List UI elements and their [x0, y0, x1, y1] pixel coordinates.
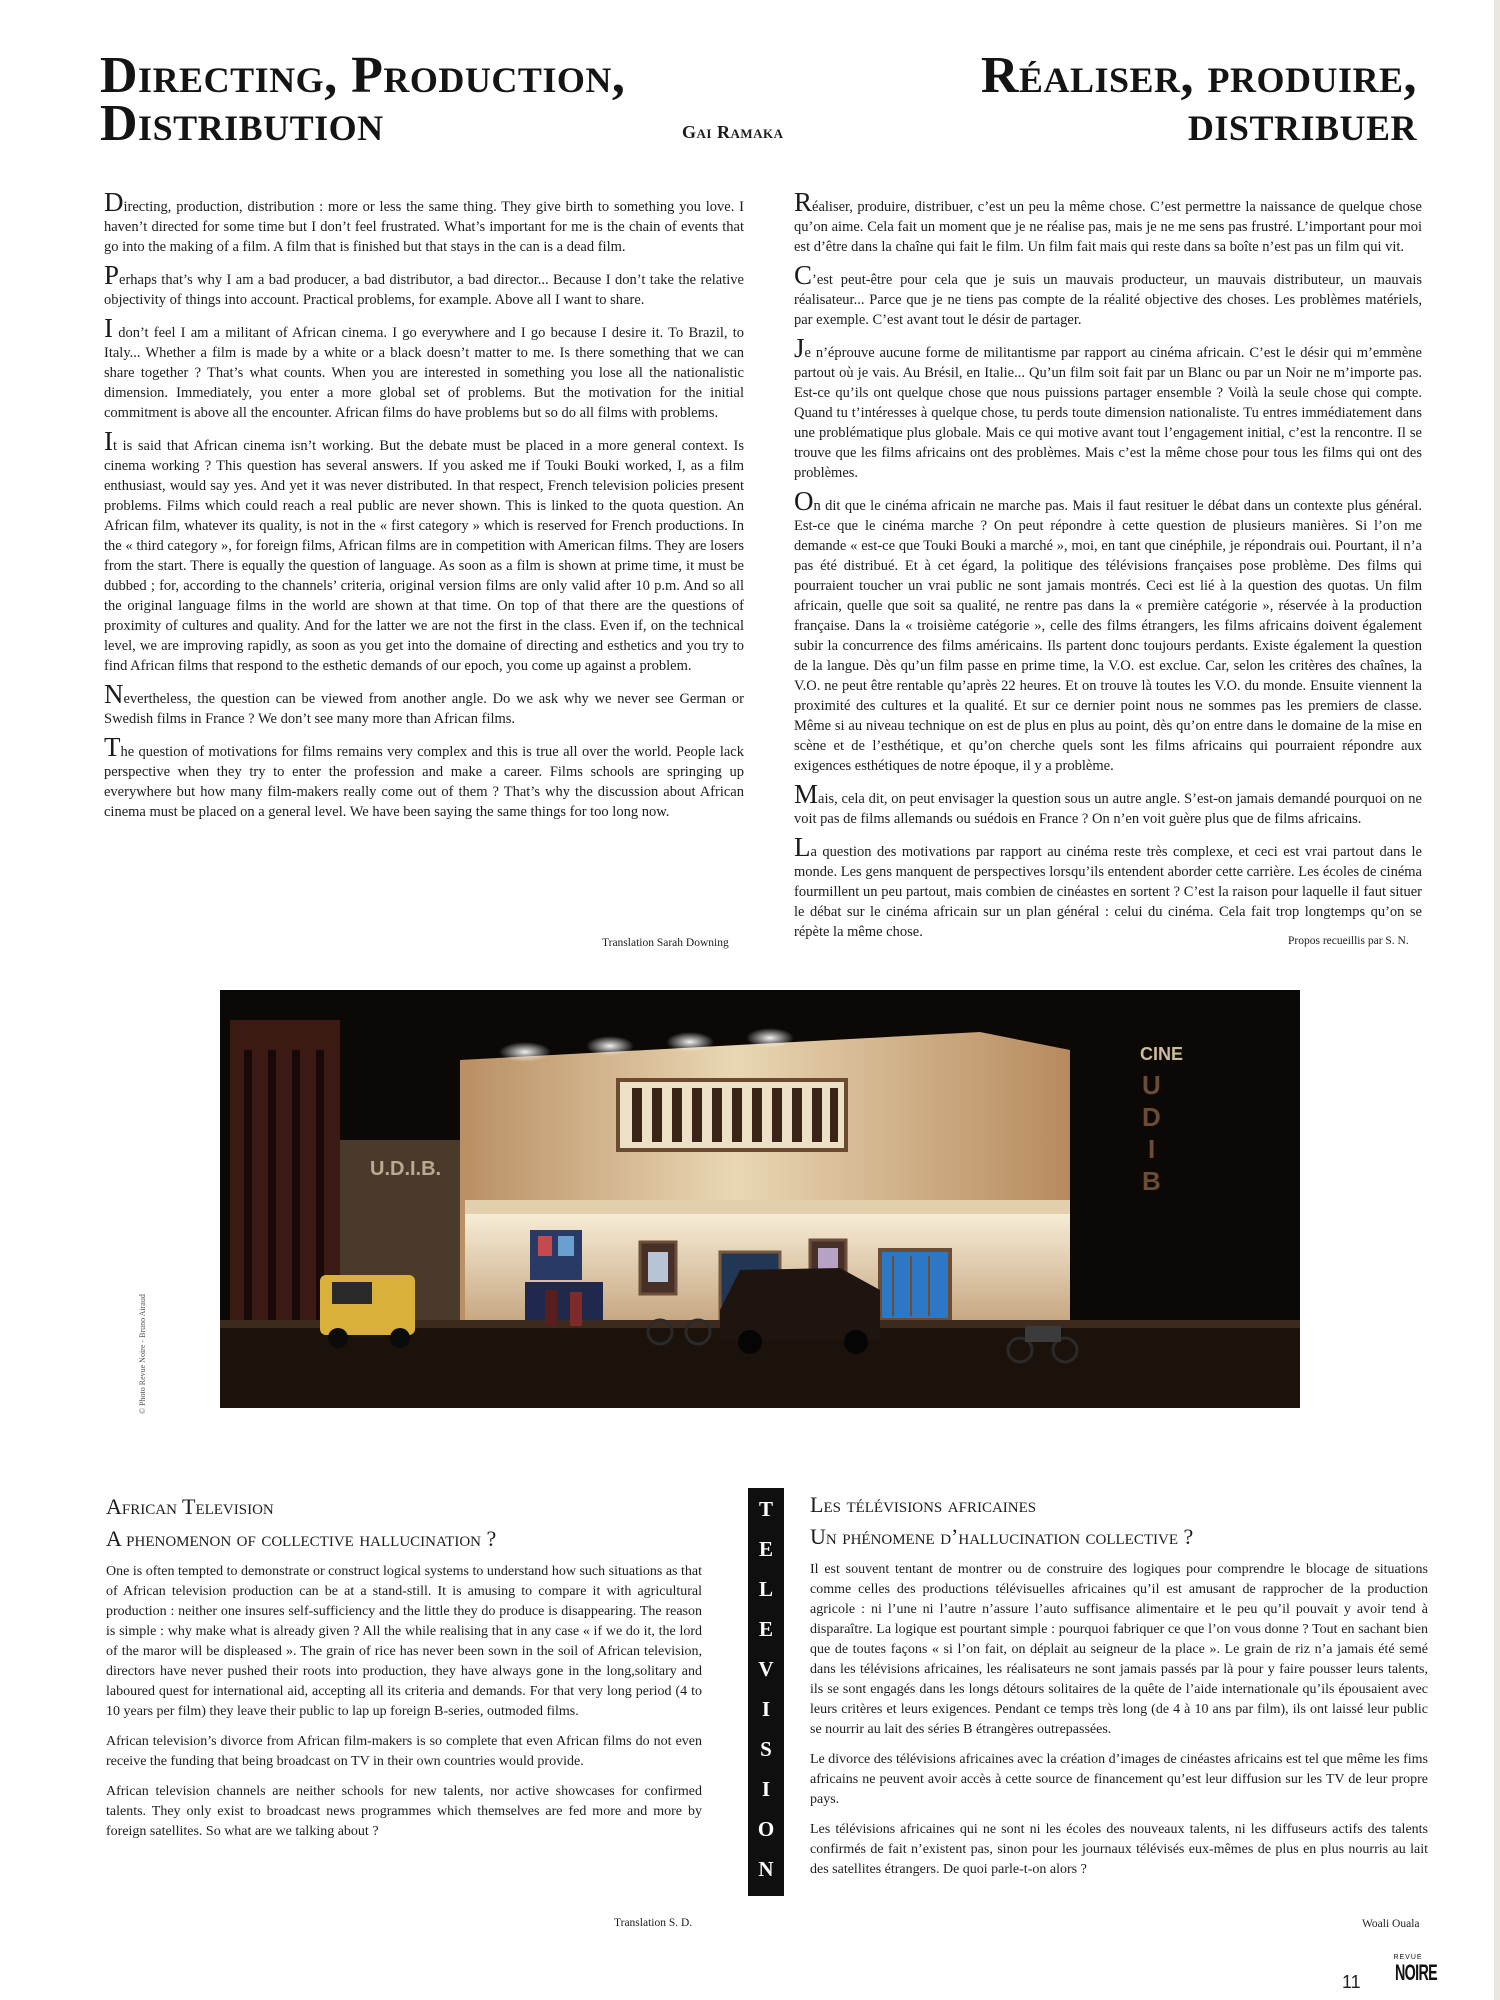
sidebar-letter: T	[758, 1497, 773, 1521]
sidebar-letter: N	[758, 1857, 774, 1881]
tv-en-paragraph: African television channels are neither schools for new talents, nor active showcases for confirmed talents. They only exist to broadcast news programmes which themselves are fed more and more by foreign satellites. So what are we talking about ?	[106, 1784, 702, 1839]
tv-subtitle-fr: Un phénomene d’hallucination collective ?	[810, 1524, 1194, 1549]
paragraph-text: éaliser, produire, distribuer, c’est un peu la même chose. C’est permettre la naissance de quelque chose qu’on aime. Cela fait un moment que je ne réalise pas, mais je ne me sens pas frustré. L’important pour moi est d’être dans la chaîne qui fait le film. Un film fait mais qui reste dans sa boîte n’est pas un film qui vit.	[794, 199, 1422, 255]
tv-en-paragraph: African television’s divorce from African film-makers is so complete that even African films do not even receive the funding that being broadcast on TV in their own countries would provide.	[106, 1734, 702, 1769]
sidebar-letter: I	[761, 1697, 771, 1721]
drop-initial: I	[104, 426, 113, 456]
article-english	[104, 187, 744, 832]
article-fr-paragraph	[794, 486, 1422, 776]
article-en-paragraph	[104, 313, 744, 423]
tv-en-paragraph: One is often tempted to demonstrate or construct logical systems to understand how such situations as that of African television production can be at a stand-still. It is amusing to compare it with agricultural production : neither one insures self-sufficiency and the little they do produce is disappearing. The reason is simple : why make what is already given ? All the while realising that in any case « if we do it, the lord of the maror will be displeased ». The grain of rice has never been sown in the soil of African television, directors have never pushed their roots into production, they have always gone in the long,solitary and laboured quest for international aid, accepting all its criteria and demands. For that very long period (4 to 10 years per film) they leave their public to lap up foreign B-series, outmoded films.	[106, 1564, 702, 1719]
tv-fr-paragraph: Il est souvent tentant de montrer ou de construire des logiques pour comprendre le blocage de situations comme celles des productions télévisuelles africaines qu’il est amusant de rapprocher de la production agricole : ni l’une ni l’autre n’assure l’auto suffisance alimentaire et le peu qu’il pouvait y avoir tend à disparaître. La logique est pourtant simple : pourquoi fabriquer ce que l’on vous donne ? Tout en sachant bien que de toutes façons « si l’on fait, on déplait au seigneur de la place ». Le grain de riz n’a jamais été semé dans les télévisions africaines, les réalisateurs ne sont jamais passés par là pour y faire pousser leurs talents, ils se sont engagés dans les longs détours solitaires de la quête de l’aide internationale qu’ils épousaient avec leurs critères et leurs exigences. Pendant ce temps très long (de 4 à 10 ans par film), ils ont laissé leur public se nourrir au lait des séries B étrangères outrepassées.	[810, 1562, 1428, 1737]
side-sign-text: U.D.I.B.	[370, 1158, 442, 1180]
title-french	[857, 47, 1417, 152]
title-en-line1: Directing, Production,	[100, 47, 626, 104]
drop-initial: L	[794, 832, 811, 862]
tv-author-credit: Woali Ouala	[1362, 1918, 1420, 1930]
paragraph-text: evertheless, the question can be viewed from another angle. Do we ask why we never see German or Swedish films in France ? We don’t see many more than African films.	[104, 691, 744, 727]
udib-sign-letter: D	[1142, 1102, 1161, 1132]
tv-fr-paragraph: Les télévisions africaines qui ne sont ni les écoles des nouveaux talents, ni les diffuseurs actifs des talents confirmés de fait n’existent pas, sinon pour les journaux télévisés eux-mêmes de plus en plus nourris au lait des satellites étrangers. De quoi parle-t-on alors ?	[810, 1822, 1428, 1877]
sidebar-letter: I	[761, 1777, 771, 1801]
article-fr-paragraph	[794, 260, 1422, 330]
tv-title-fr: Les télévisions africaines	[810, 1492, 1037, 1517]
drop-initial: T	[104, 732, 121, 762]
paragraph-text: don’t feel I am a militant of African cinema. I go everywhere and I go because I desire it. To Brazil, to Italy... Whether a film is made by a white or a black doesn’t matter to me. Is there something that we can share together ? That’s what counts. When you are interested in something you lose all the nationalistic dimension. Immediately, you enter a more global set of problems. But the motivation for the initial commitment is above all the encounter. African films do have problems but so do all films with problems.	[104, 325, 744, 421]
sidebar-letter: E	[758, 1537, 773, 1561]
paragraph-text: irecting, production, distribution : more or less the same thing. They give birth to something you love. I haven’t directed for some time but I don’t feel frustrated. What’s important for me is the chain of events that go into the making of a film. A film that is finished but that stays in the can is a dead film.	[104, 199, 744, 255]
article-en-paragraph	[104, 426, 744, 676]
udib-sign-letter: U	[1142, 1070, 1161, 1100]
drop-initial: N	[104, 679, 124, 709]
logo-top-text: REVUE	[1393, 1954, 1423, 1961]
photo-credit: © Photo Revue Noire - Bruno Airaud	[138, 1294, 147, 1414]
title-english	[100, 47, 740, 152]
article-fr-paragraph	[794, 333, 1422, 483]
paragraph-text: a question des motivations par rapport au cinéma reste très complexe, et ceci est vrai partout dans le monde. Les gens manquent de perspectives lorsqu’ils entendent aborder cette carrière. Les écoles de cinéma fourmillent un peu partout, mais combien de cinéastes en sortent ? C’est la raison pour laquelle il faut situer le débat sur le cinéma africain sur un plan général : celui du cinéma. Cela fait trop longtemps qu’on se répète la même chose.	[794, 844, 1422, 940]
article-en-paragraph	[104, 679, 744, 729]
translation-credit-en: Translation Sarah Downing	[602, 937, 729, 949]
paragraph-text: t is said that African cinema isn’t working. But the debate must be placed in a more general context. Is cinema working ? This question has several answers. If you asked me if Touki Bouki worked, I, as a film enthusiast, would say yes. And yet it was never distributed. In that respect, French television policies present problems. Films which could reach a real public are never shown. This is linked to the quota question. An African film, whatever its quality, is not in the « first category » which is reserved for French productions. In the « third category », for foreign films, African films are in competition with American films. They are losers from the start. There is equally the question of language. As soon as a film is shown at prime time, it must be dubbed ; for, according to the channels’ criteria, original version films are only valid after 10 p.m. And so all the original language films in the world are shown at that time. On top of that there are the questions of proximity of cultures and quality. And for the latter we are not the first in the class. Even if, on the technical level, we are improving rapidly, as soon as you get into the domaine of directing and esthetics and you try to find African films that respond to the esthetic demands of our epoch, you come up against a problem.	[104, 438, 744, 674]
revue-noire-logo	[1388, 1954, 1438, 1985]
article-fr-paragraph	[794, 187, 1422, 257]
drop-initial: J	[794, 333, 805, 363]
article-fr-paragraph	[794, 832, 1422, 942]
article-en-paragraph	[104, 732, 744, 822]
paragraph-text: erhaps that’s why I am a bad producer, a bad distributor, a bad director... Because I don’t take the relative objectivity of things into account. Practical problems, for example. Above all I want to share.	[104, 272, 744, 308]
tv-article-english	[106, 1494, 702, 1852]
logo-bottom-text: NOIRE	[1395, 1960, 1438, 1985]
page-number: 11	[1342, 1972, 1361, 1992]
tv-article-french	[810, 1492, 1428, 1890]
article-french	[794, 187, 1422, 952]
sidebar-letter: E	[758, 1617, 773, 1641]
page-edge	[1494, 0, 1500, 2000]
television-sidebar	[748, 1488, 784, 1896]
paragraph-text: n dit que le cinéma africain ne marche pas. Mais il faut resituer le débat dans un contexte plus général. Est-ce que le cinéma marche ? On peut répondre à cette question de plusieurs manières. Si l’on me demande « est-ce que Touki Bouki a marché », moi, en tant que cinéphile, je répondrais oui. Pourtant, il n’a pas été distribué. Et à cet égard, la politique des télévisions françaises pose problème. Des films qui pourraient toucher un vrai public ne sont jamais montrés. Ceci est lié à la question des quotas. Un film africain, quelle que soit sa qualité, ne rentre pas dans la « première catégorie », réservée à la production française. Dans la « troisième catégorie », celle des films étrangers, les films africains doivent également subir la concurrence des films américains. Ils partent donc toujours perdants. Existe également la question de la langue. Dès qu’un film passe en prime time, la V.O. est exclue. Car, selon les critères des chaînes, la V.O. ne peut être rentable qu’après 22 heures. Et on trouve là toutes les V.O. du monde. Ensuite viennent la proximité des cultures et la qualité. Et sur ce dernier point nous ne sommes pas les premiers de classe. Même si au niveau technique on est de plus en plus au point, dès qu’on entre dans le domaine de la mise en scène et de l’esthétique, et qu’on cherche quels sont les films africains qui pourraient répondre aux exigences esthétiques de notre époque, il y a problème.	[794, 498, 1422, 774]
article-en-paragraph	[104, 187, 744, 257]
tv-translation-credit: Translation S. D.	[614, 1917, 693, 1929]
article-en-paragraph	[104, 260, 744, 310]
tv-subtitle-en: A phenomenon of collective hallucination ?	[106, 1526, 497, 1551]
sidebar-letter: O	[757, 1817, 775, 1841]
cine-sign-text: CINE	[1140, 1044, 1184, 1064]
udib-sign-letter: B	[1142, 1166, 1161, 1196]
drop-initial: M	[794, 779, 819, 809]
drop-initial: R	[794, 187, 813, 217]
paragraph-text: he question of motivations for films remains very complex and this is true all over the world. People lack perspective when they try to enter the profession and make a career. Films schools are springing up everywhere but how many film-makers really come out of them ? That’s why the discussion about African cinema must be placed on a general level. We have been saying the same things for too long now.	[104, 744, 744, 820]
drop-initial: C	[794, 260, 813, 290]
drop-initial: I	[104, 313, 113, 343]
interview-credit-fr: Propos recueillis par S. N.	[1288, 935, 1409, 947]
cinema-building-illustration	[220, 990, 1300, 1408]
tv-title-en: African Television	[106, 1494, 274, 1519]
sidebar-letter: V	[758, 1657, 774, 1681]
drop-initial: D	[104, 187, 124, 217]
title-fr-line1: Réaliser, produire,	[980, 47, 1417, 104]
drop-initial: O	[794, 486, 814, 516]
title-fr-line2: distribuer	[1187, 95, 1417, 152]
tv-fr-paragraph: Le divorce des télévisions africaines avec la création d’images de cinéastes africains est tel que même les fims africains ne peuvent avoir accès à cette source de financement qu’est leur diffusion sur les TV de leur propre pays.	[810, 1752, 1428, 1807]
paragraph-text: e n’éprouve aucune forme de militantisme par rapport au cinéma africain. C’est le désir qui m’emmène partout où je vais. Au Brésil, en Italie... Qu’un film soit fait par un Blanc ou par un Noir ne m’importe pas. Est-ce qu’ils ont quelque chose que nous puissions partager ensemble ? Voilà la seule chose qui compte. Quand tu t’intéresses à quelque chose, tu perds toute dimension nationaliste. Tu entres immédiatement dans une problématique plus globale. Mais ce qui motive avant tout l’engagement initial, c’est la rencontre. Il se trouve que les films africains ont des problèmes. Mais c’est la même chose pour tous les films qui ont des problèmes.	[794, 345, 1422, 481]
author-name: Gai Ramaka	[682, 122, 784, 142]
drop-initial: P	[104, 260, 120, 290]
udib-sign-letter: I	[1148, 1134, 1156, 1164]
sidebar-letter: S	[760, 1737, 772, 1761]
title-en-line2: Distribution	[100, 95, 384, 152]
paragraph-text: ais, cela dit, on peut envisager la question sous un autre angle. S’est-on jamais demandé pourquoi on ne voit pas de films allemands ou suédois en France ? On n’en voit guère plus que de films africains.	[794, 791, 1422, 827]
article-fr-paragraph	[794, 779, 1422, 829]
cinema-photo	[220, 990, 1300, 1408]
paragraph-text: ’est peut-être pour cela que je suis un mauvais producteur, un mauvais distributeur, un mauvais réalisateur... Parce que je ne tiens pas compte de la réalité objective des choses. Les problèmes matériels, par exemple. C’est avant tout le désir de partager.	[794, 272, 1422, 328]
sidebar-letter: L	[758, 1577, 773, 1601]
